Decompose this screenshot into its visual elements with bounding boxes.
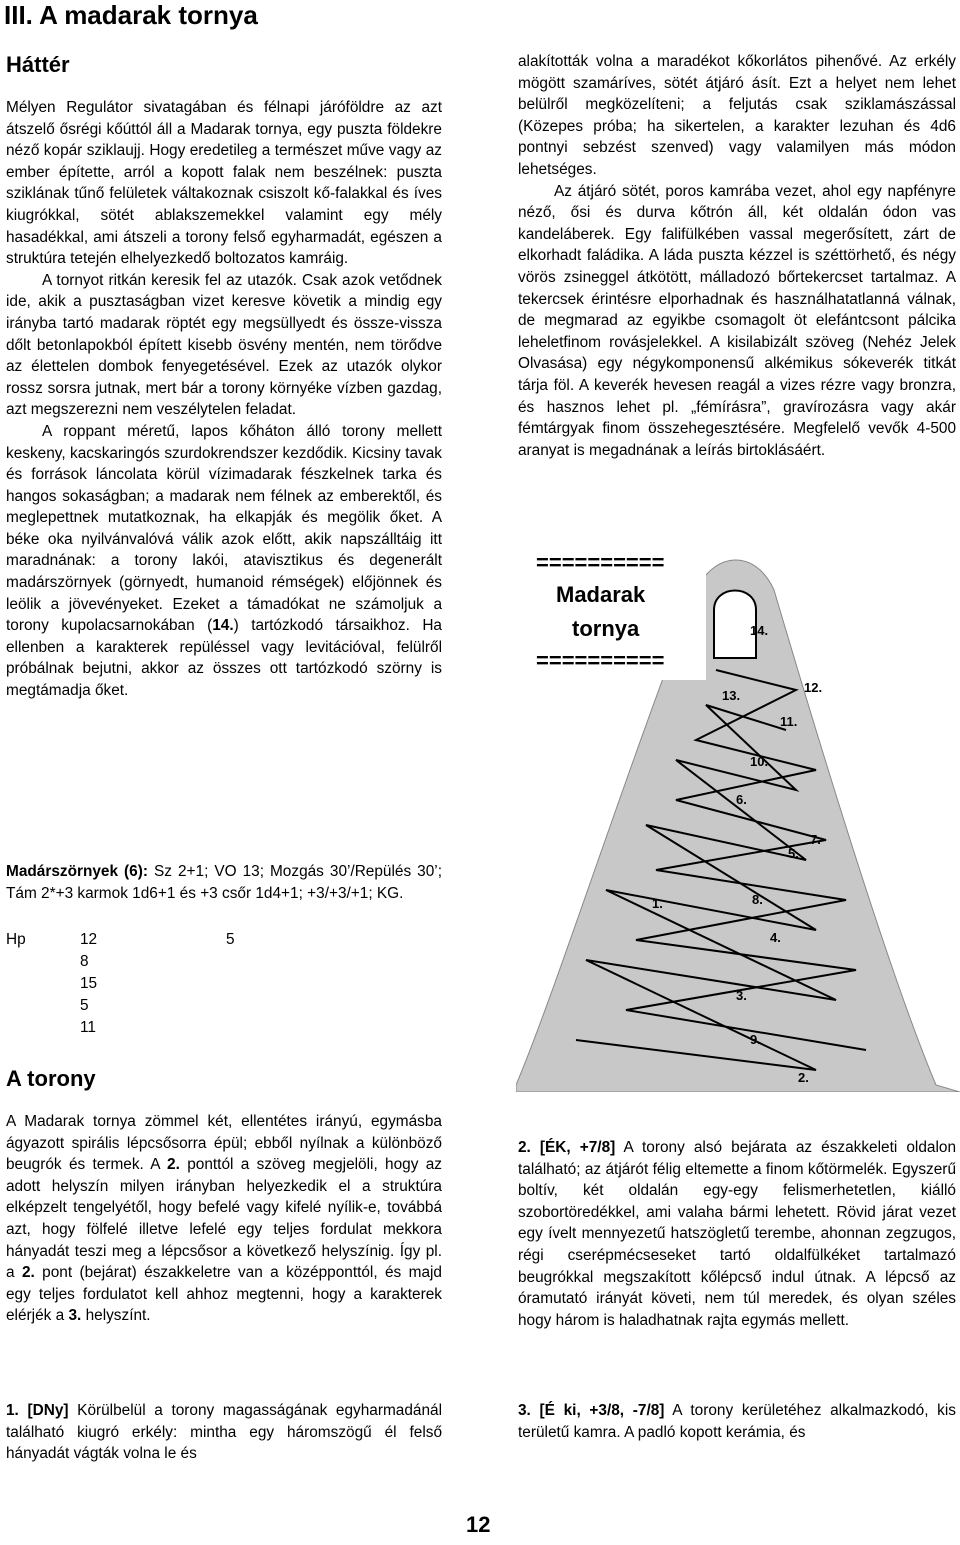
map-label: 1.	[652, 896, 663, 911]
map-label: 6.	[736, 792, 747, 807]
map-title-line2: tornya	[572, 616, 640, 641]
right-paragraph-1: alakították volna a maradékot kőkorlátos pihenővé. Az erkély mögött szamáríves, sötét átjáró ásít. Ezt a helyet nem lehet belülről megközelíteni; a feljutás csak sziklamászással (Közepes próba; ha sikertelen, a karakter lezuhan és 4d6 pontnyi sebzést szenved) vagy valamilyen más módon lehetséges.	[518, 53, 956, 178]
chapter-title: III. A madarak tornya	[4, 0, 258, 30]
location-2: 2. [ÉK, +7/8] A torony alsó bejárata az északkeleti oldalon található; az átjárót félig eltemette a finom kőtörmelék. Egyszerű boltív, két oldalán egy-egy felismerhetetlen, kiálló szobortöredékkel, ami valaha bármi lehetett. Rövid járat vezet egy ívelt mennyezetű hatszögletű terembe, ahonnan zegzugos, régi cserépmécseseket tartó oldalfülkéket tartalmazó beugrókkal megszakított kőlépcső indul útnak. A lépcső az óramutató irányát követi, nem túl meredek, és olyan széles hogy három is haladhatnak rajta egymás mellett.	[518, 1139, 956, 1329]
map-label: 12.	[804, 680, 823, 695]
location-3-label: 3. [É ki, +3/8, -7/8]	[518, 1402, 665, 1419]
monster-stat-label: Madárszörnyek (6):	[6, 863, 148, 880]
map-label: 5.	[788, 846, 799, 861]
map-label: 2.	[798, 1070, 809, 1085]
map-label: 11.	[780, 714, 798, 729]
map-label: 13.	[722, 688, 741, 703]
map-label: 9.	[750, 1032, 761, 1047]
location-ref-14: 14.	[212, 617, 234, 635]
right-column-text	[518, 51, 956, 461]
map-label: 10.	[750, 754, 769, 769]
right-paragraph-2: Az átjáró sötét, poros kamrába vezet, ahol egy napfényre néző, ősi és durva kőtrón áll, két oldalán ódon vas kandeláberek. Egy falifülkében vassal megerősített, zárt de elkorhadt faládika. A láda puszta kézzel is széttörhető, és négy vörös zsineggel átkötött, málladozó bőrtekercset tartalmaz. A tekercsek érintésre elporhadnak és használhatatlanná válnak, de megmarad az egyikbe csomagolt öt elefántcsont pálcika leheletfinom rovásjelekkel. A kisilabizált szöveg (Nehéz Jelek Olvasása) egy négykomponensű alkémikus sókeverék titkát tárja föl. A keverék hevesen reagál a vizes rézre vagy bronzra, és hasznos lehet pl. „fémírásra”, gravírozásra vagy akár fémtárgyak finom összehegesztésére. Megfelelő vevők 4-500 aranyat is megadnának a leírás birtoklásáért.	[518, 182, 956, 459]
background-paragraph-1: Mélyen Regulátor sivatagában és félnapi járóföldre az azt átszelő ősrégi kőúttól áll a Madarak tornya, egy puszta földekre néző kopár sziklaujj. Hogy eredetileg a természet műve vagy az ember építette, arról a kopott falak nem beszélnek: puszta sziklának tűnő felületek váltakoznak csiszolt kő-falakkal és íves kiugrókkal, sötét ablakszemekkel valamint egy mély hasadékkal, ami átszeli a torony felső egyharmadát, egészen a struktúra tetején elhelyezkedő boltozatos kamráig.	[6, 99, 442, 268]
location-2-label: 2. [ÉK, +7/8]	[518, 1139, 616, 1156]
map-label: 14.	[750, 623, 769, 638]
map-label: 8.	[752, 892, 763, 907]
map-label: 4.	[770, 930, 781, 945]
map-label: 3.	[736, 988, 747, 1003]
location-3: 3. [É ki, +3/8, -7/8] A torony kerületéhez alkalmazkodó, kis területű kamra. A padló kopott kerámia, és	[518, 1402, 956, 1441]
tower-map	[516, 540, 960, 1092]
location-1-label: 1. [DNy]	[6, 1402, 69, 1419]
hp-value: 15	[80, 975, 98, 992]
hp-label: Hp	[6, 931, 26, 948]
monster-stat-text: Sz 2+1; VO 13; Mozgás 30’/Repülés 30’; Tám 2*+3 karmok 1d6+1 és +3 csőr 1d4+1; +3/+3/+1; KG.	[6, 863, 442, 902]
page-number: 12	[466, 1512, 491, 1537]
hp-value: 12	[80, 931, 98, 948]
hp-value: 11	[80, 1019, 96, 1036]
hp-value: 5	[80, 997, 89, 1014]
location-1: 1. [DNy] Körülbelül a torony magasságának egyharmadánál található kiugró erkély: mintha egy háromszögű él felső hányadát vágták volna le és	[6, 1402, 443, 1463]
background-paragraph-2: A tornyot ritkán keresik fel az utazók. Csak azok vetődnek ide, akik a pusztaságban vizet keresve követik a mindig egy irányba tartó madarak röptét egy megsüllyedt és össze-vissza dőlt betonlapokból épített kisebb ösvény mentén, nem törődve az élettelen dombok fenyegetésével. Ezek az utazók olykor rossz sorsra jutnak, mert bár a torony környéke vízben gazdag, azt megszerezni nem veszélytelen feladat.	[6, 271, 442, 419]
map-banner-bottom: ==========	[536, 648, 665, 673]
map-title-line1: Madarak	[556, 582, 646, 607]
section-title-tower: A torony	[6, 1066, 96, 1091]
background-text	[6, 97, 442, 702]
section-title-background: Háttér	[6, 52, 70, 77]
background-paragraph-3: A roppant méretű, lapos kőháton álló torony mellett keskeny, kacskaringós szurdokrendszer kezdődik. Kicsiny tavak és források láncolata körül vízimadarak fészkelnek tarka és hangos sokaságban; a madarak nem félnek az emberektől, és meglepettnek mutatkoznak, ha elkapják és megölik őket. A béke oka nyilvánvalóvá válik azok előtt, akik napszálltáig itt maradnának: a torony lakói, atavisztikus és degenerált madárszörnyek (görnyedt, humanoid rémségek) előjönnek és leölik a jövevényeket. Ezeket a támadókat ne számoljuk a torony kupolacsarnokában (14.) tartózkodó társaikhoz. Ha ellenben a karakterek repüléssel vagy levitációval, felülről próbálnak bejutni, akkor az összes ott tartózkodó szörny is megtámadja őket.	[6, 422, 442, 700]
map-banner-top: ==========	[536, 550, 665, 575]
hp-value: 5	[226, 931, 235, 948]
map-label: 7.	[810, 832, 821, 847]
hp-value: 8	[80, 953, 89, 970]
monster-stat-block	[6, 861, 442, 904]
tower-intro: A Madarak tornya zömmel két, ellentétes irányú, egymásba ágyazott spirális lépcsősorra épül; ebből nyílnak a különböző beugrók és termek. A 2. ponttól a szöveg megjelöli, hogy az adott helyszín milyen irányban helyezkedik el a struktúra elképzelt tengelyétől, hogy befelé vagy kifelé nyílik-e, továbbá azt, hogy fölfelé illetve lefelé egy teljes fordulat mekkora hányadát teszi meg a lépcsősor a következő helyszínig. Így pl. a 2. pont (bejárat) északkeletre van a középponttól, és majd egy teljes fordulatot kell ahhoz megtenni, hogy a karakterek elérjék a 3. helyszínt.	[6, 1113, 442, 1325]
